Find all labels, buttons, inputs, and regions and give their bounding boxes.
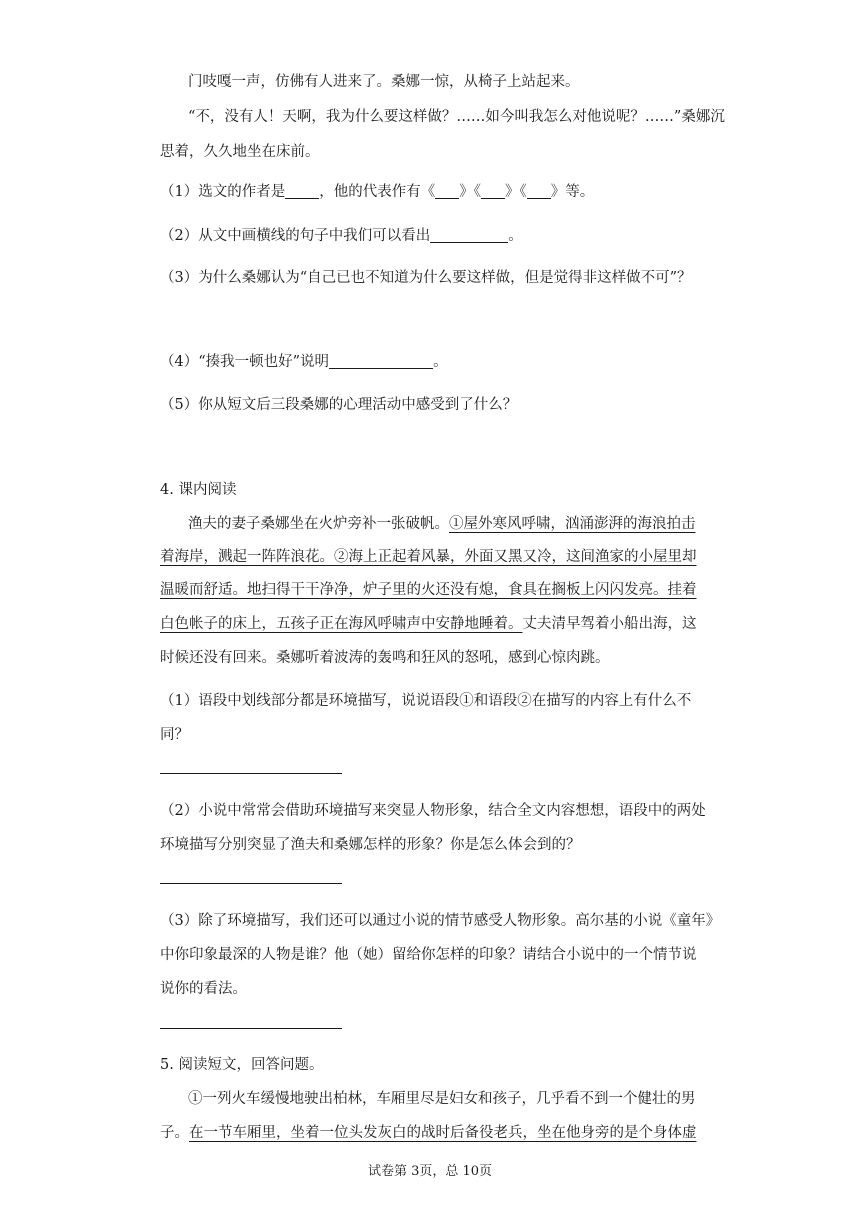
q4-sub2: （2）小说中常常会借助环境描写来突显人物形象，结合全文内容想想，语段中的两处 xyxy=(160,803,706,819)
circled-marker: ② xyxy=(334,549,349,565)
q5-passage-line xyxy=(188,1089,696,1109)
passage-line: 门吱嘎一声，仿佛有人进来了。桑娜一惊，从椅子上站起来。 xyxy=(188,74,580,90)
q3-sub2-text: 。 xyxy=(508,228,523,244)
q3-sub3: （3）为什么桑娜认为“自己已也不知道为什么要这样做，但是觉得非这样做不可”？ xyxy=(160,270,692,286)
answer-blank[interactable] xyxy=(435,183,459,199)
q3-sub1-text: ，他的代表作有《 xyxy=(319,184,436,200)
q3-sub5: （5）你从短文后三段桑娜的心理活动中感受到了什么？ xyxy=(160,397,518,413)
q3-sub1-text: （1）选文的作者是 xyxy=(160,184,286,200)
q4-sub1-text: 在描写的内容上有什么不 xyxy=(531,693,692,709)
page-footer: 试卷第 3页，总 10页 xyxy=(367,1164,493,1179)
passage-text: 一列火车缓慢地驶出柏林，车厢里尽是妇女和孩子，几乎看不到一个健壮的男 xyxy=(202,1091,696,1107)
q4-sub1 xyxy=(160,691,691,711)
q4-passage-line: 时候还没有回来。桑娜听着波涛的轰鸣和狂风的怒吼，感到心惊肉跳。 xyxy=(160,650,610,666)
answer-blank[interactable] xyxy=(481,183,505,199)
circled-marker: ① xyxy=(188,1091,203,1107)
passage-text: 子。 xyxy=(160,1125,189,1141)
answer-line[interactable] xyxy=(160,1028,342,1029)
answer-line[interactable] xyxy=(160,773,342,774)
answer-line[interactable] xyxy=(160,883,342,884)
q3-sub4-text: 。 xyxy=(433,354,448,370)
q5-passage-line xyxy=(160,1123,697,1143)
q4-sub1-text: 和语段 xyxy=(473,693,518,709)
q4-sub3-cont: 中你印象最深的人物是谁？他（她）留给你怎样的印象？请结合小说中的一个情节说 xyxy=(160,947,697,963)
q4-heading: 4. 课内阅读 xyxy=(160,482,237,498)
answer-blank[interactable] xyxy=(430,227,508,243)
q3-sub1-text: 》等。 xyxy=(550,184,595,200)
q3-sub4 xyxy=(160,352,448,372)
q4-sub3: （3）除了环境描写，我们还可以通过小说的情节感受人物形象。高尔基的小说《童年》 xyxy=(160,913,721,929)
q4-passage-line xyxy=(160,580,697,600)
answer-blank[interactable] xyxy=(329,353,433,369)
q3-sub4-text: （4）“揍我一顿也好”说明 xyxy=(160,354,330,370)
q3-sub1-text: 》《 xyxy=(459,184,481,200)
q4-passage-line xyxy=(160,547,697,567)
passage-line: “不，没有人！天啊，我为什么要这样做？……如今叫我怎么对他说呢？……”桑娜沉 xyxy=(188,109,725,125)
q4-sub2-cont: 环境描写分别突显了渔夫和桑娜怎样的形象？你是怎么体会到的？ xyxy=(160,837,581,853)
circled-marker: ② xyxy=(517,693,532,709)
answer-blank[interactable] xyxy=(285,183,319,199)
q3-sub2 xyxy=(160,226,523,246)
passage-text: 丈夫清早驾着小船出海，这 xyxy=(522,616,697,632)
circled-marker: ① xyxy=(449,516,464,532)
q3-sub1 xyxy=(160,182,594,202)
passage-text-underlined: 温暖而舒适。地扫得干干净净，炉子里的火还没有熄，食具在搁板上闪闪发亮。挂着 xyxy=(160,582,697,598)
circled-marker: ① xyxy=(459,693,474,709)
passage-line: 思着，久久地坐在床前。 xyxy=(160,144,320,160)
passage-text-underlined: 屋外寒风呼啸，汹涌澎湃的海浪拍击 xyxy=(463,516,696,532)
q4-passage-line xyxy=(188,514,696,534)
passage-text-underlined: 海上正起着风暴，外面又黑又冷，这间渔家的小屋里却 xyxy=(348,549,697,565)
q4-sub3-cont: 说你的看法。 xyxy=(160,981,247,997)
passage-text-underlined: 着海岸，溅起一阵阵浪花。 xyxy=(160,549,334,565)
q4-sub1-cont: 同？ xyxy=(160,727,189,743)
q3-sub2-text: （2）从文中画横线的句子中我们可以看出 xyxy=(160,228,431,244)
passage-text-underlined: 在一节车厢里，坐着一位头发灰白的战时后备役老兵，坐在他身旁的是个身体虚 xyxy=(189,1125,697,1141)
passage-text-underlined: 白色帐子的床上，五孩子正在海风呼啸声中安静地睡着。 xyxy=(160,616,523,632)
passage-text: 渔夫的妻子桑娜坐在火炉旁补一张破帆。 xyxy=(188,516,449,532)
answer-blank[interactable] xyxy=(527,183,551,199)
q5-heading: 5. 阅读短文，回答问题。 xyxy=(160,1057,324,1073)
q4-passage-line xyxy=(160,614,697,634)
q4-sub1-text: （1）语段中划线部分都是环境描写，说说语段 xyxy=(160,693,460,709)
q3-sub1-text: 》《 xyxy=(504,184,527,200)
